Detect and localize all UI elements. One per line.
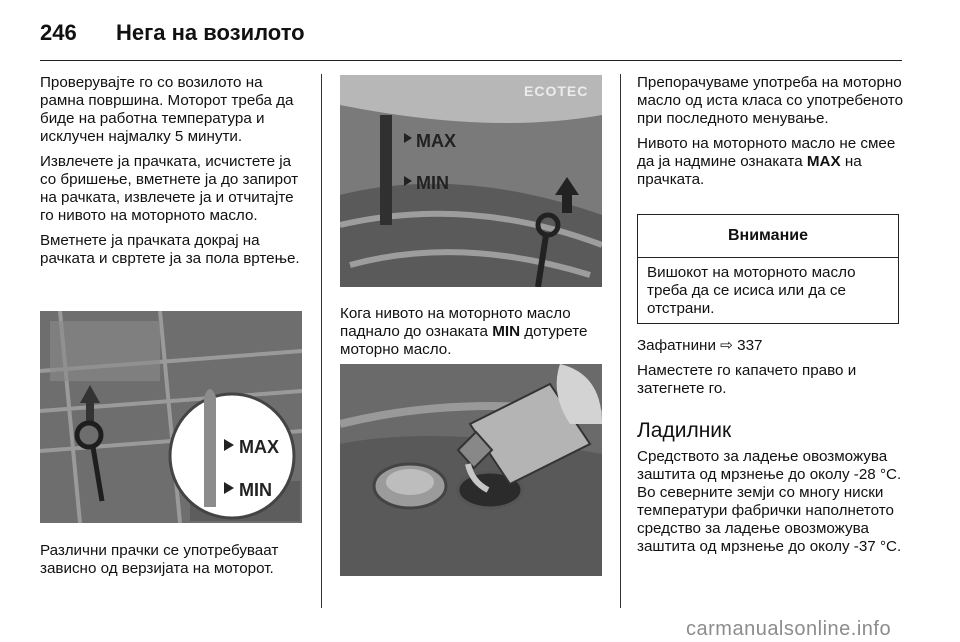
- engine-min-label: MIN: [416, 173, 449, 193]
- warning-box: [637, 214, 899, 324]
- page-number: 246: [40, 20, 77, 45]
- dipstick-figure: [40, 311, 302, 523]
- column-divider-1: [321, 74, 322, 608]
- paragraph-cap: Наместете го капачето право и затегнете го.: [637, 362, 857, 397]
- paragraph-check-level: Проверувајте го со возилото на рамна површина. Моторот треба да биде на работна температура и исклучен најмалку 5 минути.: [40, 74, 294, 145]
- paragraph-add-oil: [340, 305, 602, 359]
- engine-max-label: MAX: [416, 131, 456, 151]
- dipstick-max-label: MAX: [239, 437, 279, 457]
- text: на прачката.: [637, 153, 862, 188]
- warning-title: Внимание: [638, 215, 898, 258]
- page-header: [40, 14, 920, 54]
- page-title: Нега на возилото: [116, 20, 305, 45]
- text: дотурете моторно масло.: [340, 323, 588, 358]
- reference-arrow-icon: ⇨: [720, 337, 733, 354]
- section-title-coolant: Ладилник: [637, 419, 732, 442]
- paragraph-max-level: [637, 135, 905, 189]
- caption-dipstick-versions: Различни прачки се употребуваат зависно од верзијата на моторот.: [40, 542, 279, 577]
- paragraph-insert-dipstick: Вметнете ја прачката докрај на рачката и свртете ја за пола вртење.: [40, 232, 300, 267]
- header-rule: [40, 60, 902, 61]
- column-2-text: [340, 305, 602, 366]
- column-1: [40, 74, 308, 275]
- text: Нивото на моторното масло не смее да ја надмине ознаката: [637, 135, 896, 170]
- dipstick-min-label: MIN: [239, 480, 272, 500]
- text: Кога нивото на моторното масло паднало до ознаката: [340, 305, 571, 340]
- paragraph-coolant: Средството за ладење овозможува заштита од мрзнење до околу -28 °C. Во северните земји со многу ниски температури фабрички наполнетото средство за ладење овозможува заштита од мрзнење до околу -37 °C.: [637, 448, 902, 555]
- warning-body: Вишокот на моторното масло треба да се исиса или да се отстрани.: [647, 264, 856, 317]
- column-3: [637, 74, 905, 196]
- paragraph-pull-dipstick: Извлечете ја прачката, исчистете ја со бришење, вметнете ја до запирот на рачката, извлечете ја и отчитајте го нивото на моторното масло.: [40, 153, 299, 224]
- max-keyword: MAX: [806, 153, 841, 170]
- engine-dipstick-figure: [340, 75, 602, 287]
- paragraph-oil-recommend: Препорачуваме употреба на моторно масло од иста класа со употребеното при последното менување.: [637, 74, 904, 127]
- engine-brand-label: ECOTEC: [524, 83, 589, 99]
- reference-page[interactable]: 337: [737, 337, 763, 354]
- column-3-lower: [637, 337, 905, 563]
- capacities-reference: [637, 337, 905, 355]
- column-divider-2: [620, 74, 621, 608]
- min-keyword: MIN: [492, 323, 521, 340]
- figure-caption-1: [40, 542, 308, 585]
- watermark: carmanualsonline.info: [686, 618, 892, 640]
- oil-pouring-figure: [340, 364, 602, 576]
- reference-text: Зафатнини: [637, 337, 716, 354]
